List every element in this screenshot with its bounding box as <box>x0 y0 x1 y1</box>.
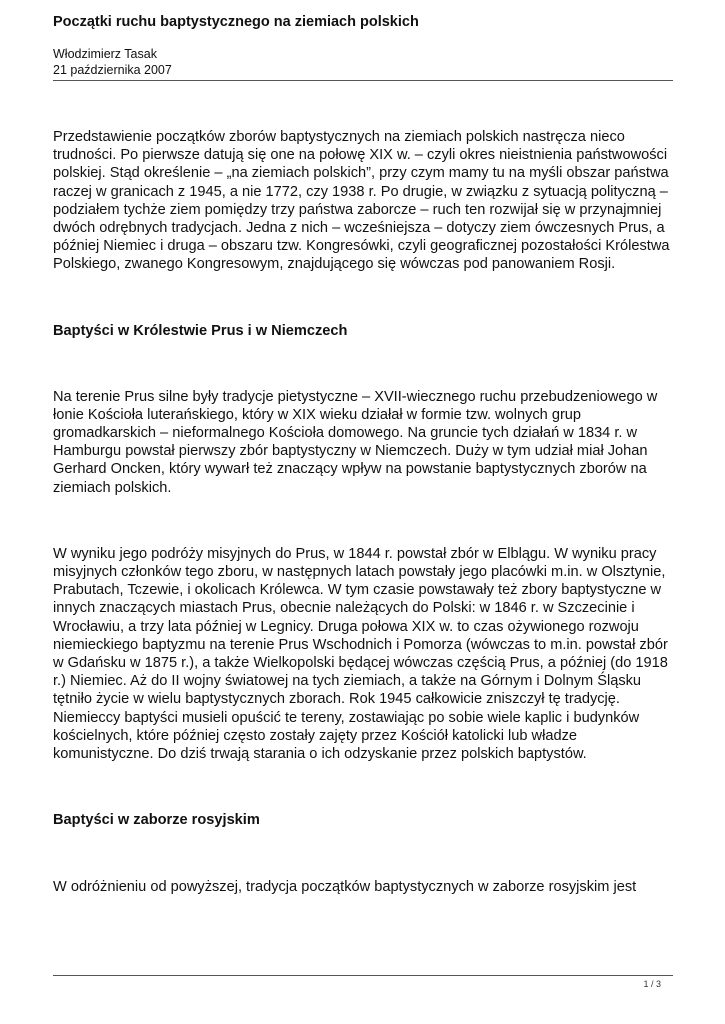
header-divider <box>53 80 673 81</box>
intro-paragraph: Przedstawienie początków zborów baptystycznych na ziemiach polskich nastręcza nieco trudności. Po pierwsze datują się one na połowę XIX w. – czyli okres nieistnienia państwowości polskiej. Stąd określenie – „na ziemiach polskich”, przy czym mamy tu na myśli obszar państwa raczej w granicach z 1945, a nie 1772, czy 1938 r. Po drugie, w związku z sytuacją polityczną – podziałem tychże ziem pomiędzy trzy państwa zaborcze – ruch ten rozwijał się w przynajmniej dwóch odrębnych tradycjach. Jedna z nich – wcześniejsza – dotyczy ziem ówczesnych Prus, a później Niemiec i druga – obszaru tzw. Kongresówki, czyli geograficznej pozostałości Królestwa Polskiego, zwanego Kongresowym, znajdującego się wówczas pod panowaniem Rosji. <box>53 129 670 273</box>
document-meta <box>53 46 673 78</box>
footer-divider <box>53 975 673 976</box>
publication-date: 21 października 2007 <box>53 63 172 77</box>
document-title: Początki ruchu baptystycznego na ziemiach polskich <box>53 14 419 30</box>
prussia-paragraph-2: W wyniku jego podróży misyjnych do Prus, w 1844 r. powstał zbór w Elblągu. W wyniku pracy misyjnych członków tego zboru, w następnych latach powstały jego placówki m.in. w Olsztynie, Prabutach, Tczewie, i okolicach Królewca. W tym czasie powstawały też zbory baptystyczne w innych znaczących miastach Prus, obecnie należących do Polski: w 1846 r. w Szczecinie i Wrocławiu, a trzy lata później w Legnicy. Druga połowa XIX w. to czas ożywionego rozwoju niemieckiego baptyzmu na terenie Prus Wschodnich i Pomorza (wówczas to m.in. powstał zbór w Gdańsku w 1875 r.), a także Wielkopolski będącej wówczas częścią Prus, a później (do 1918 r.) Niemiec. Aż do II wojny światowej na tych ziemiach, a także na Górnym i Dolnym Śląsku tętniło życie w wielu baptystycznych zborach. Rok 1945 całkowicie zniszczył tę tradycję. Niemieccy baptyści musieli opuścić te tereny, zostawiając po sobie wiele kaplic i budynków kościelnych, które później często zostały zajęty przez Kościół katolicki lub władze komunistyczne. Do dziś trwają starania o ich odzyskanie przez polskich baptystów. <box>53 545 668 763</box>
prussia-paragraph-1: Na terenie Prus silne były tradycje pietystyczne – XVII-wiecznego ruchu przebudzeniowego w łonie Kościoła luterańskiego, który w XIX wieku działał w formie tzw. wolnych grup gromadkarskich – nieformalnego Kościoła domowego. Na gruncie tych działań w 1834 r. w Hamburgu powstał pierwszy zbór baptystyczny w Niemczech. Duży w tym udział miał Johan Gerhard Oncken, który wywarł też znaczący wpływ na powstanie baptystycznych zborów na ziemiach polskich. <box>53 388 658 496</box>
page-number: 1 / 3 <box>643 979 661 989</box>
author-name: Włodzimierz Tasak <box>53 47 157 61</box>
section-heading-russia: Baptyści w zaborze rosyjskim <box>53 812 260 829</box>
russia-paragraph-1: W odróżnieniu od powyższej, tradycja początków baptystycznych w zaborze rosyjskim jest <box>53 879 637 896</box>
section-heading-prussia: Baptyści w Królestwie Prus i w Niemczech <box>53 322 348 339</box>
document-body <box>53 128 678 896</box>
document-header <box>53 12 673 78</box>
